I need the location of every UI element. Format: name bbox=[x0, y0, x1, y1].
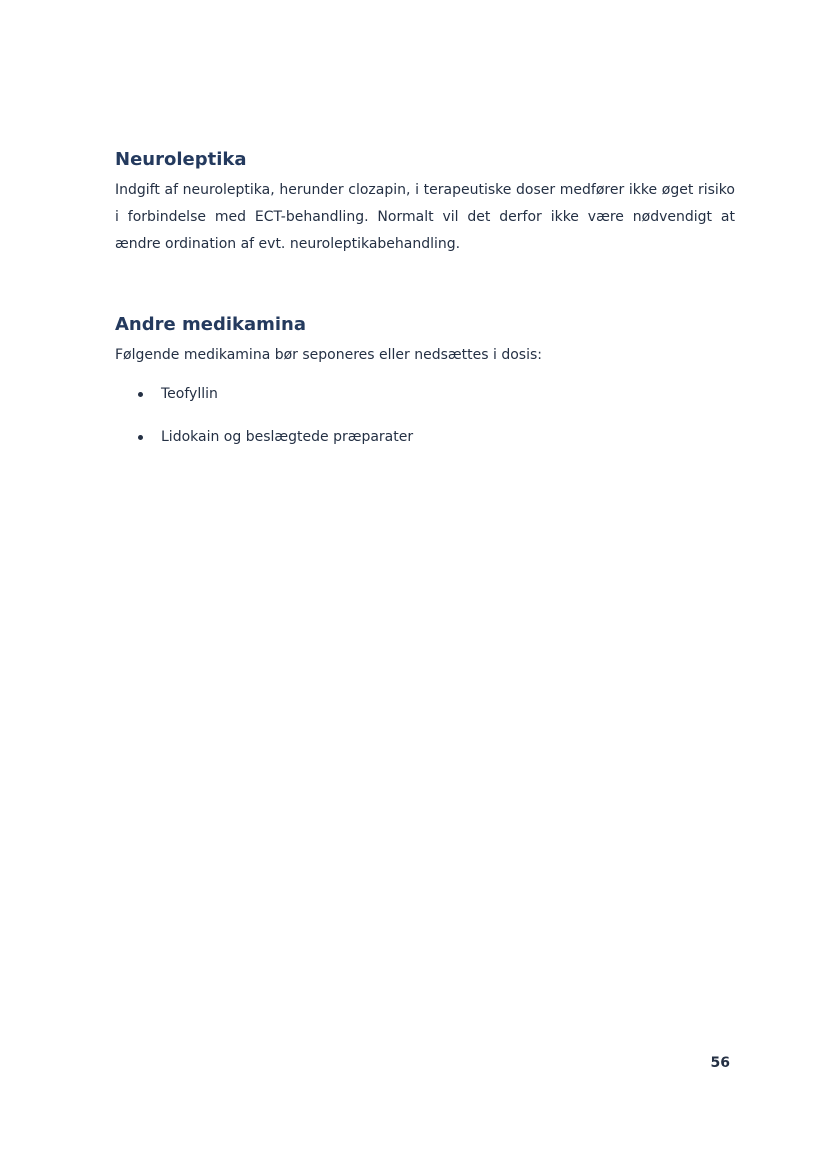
section-heading: Andre medikamina bbox=[115, 314, 307, 335]
section-paragraph: Følgende medikamina bør seponeres eller nedsættes i dosis: bbox=[115, 347, 542, 363]
medication-list bbox=[115, 383, 735, 448]
section-neuroleptika bbox=[115, 148, 735, 258]
list-item bbox=[115, 426, 735, 448]
list-item-text: Lidokain og beslægtede præparater bbox=[161, 429, 414, 445]
section-paragraph: Indgift af neuroleptika, herunder clozapin, i terapeutiske doser medfører ikke øget risiko i forbindelse med ECT-behandling. Normalt vil det derfor ikke være nødvendigt at ændre ordination af evt. neuroleptikabehandling. bbox=[115, 182, 735, 252]
bullet-icon bbox=[138, 435, 143, 440]
section-andre-medikamina bbox=[115, 313, 735, 469]
list-item bbox=[115, 383, 735, 405]
list-item-text: Teofyllin bbox=[161, 386, 218, 402]
bullet-icon bbox=[138, 392, 143, 397]
section-heading: Neuroleptika bbox=[115, 149, 247, 170]
page-number: 56 bbox=[710, 1055, 730, 1071]
